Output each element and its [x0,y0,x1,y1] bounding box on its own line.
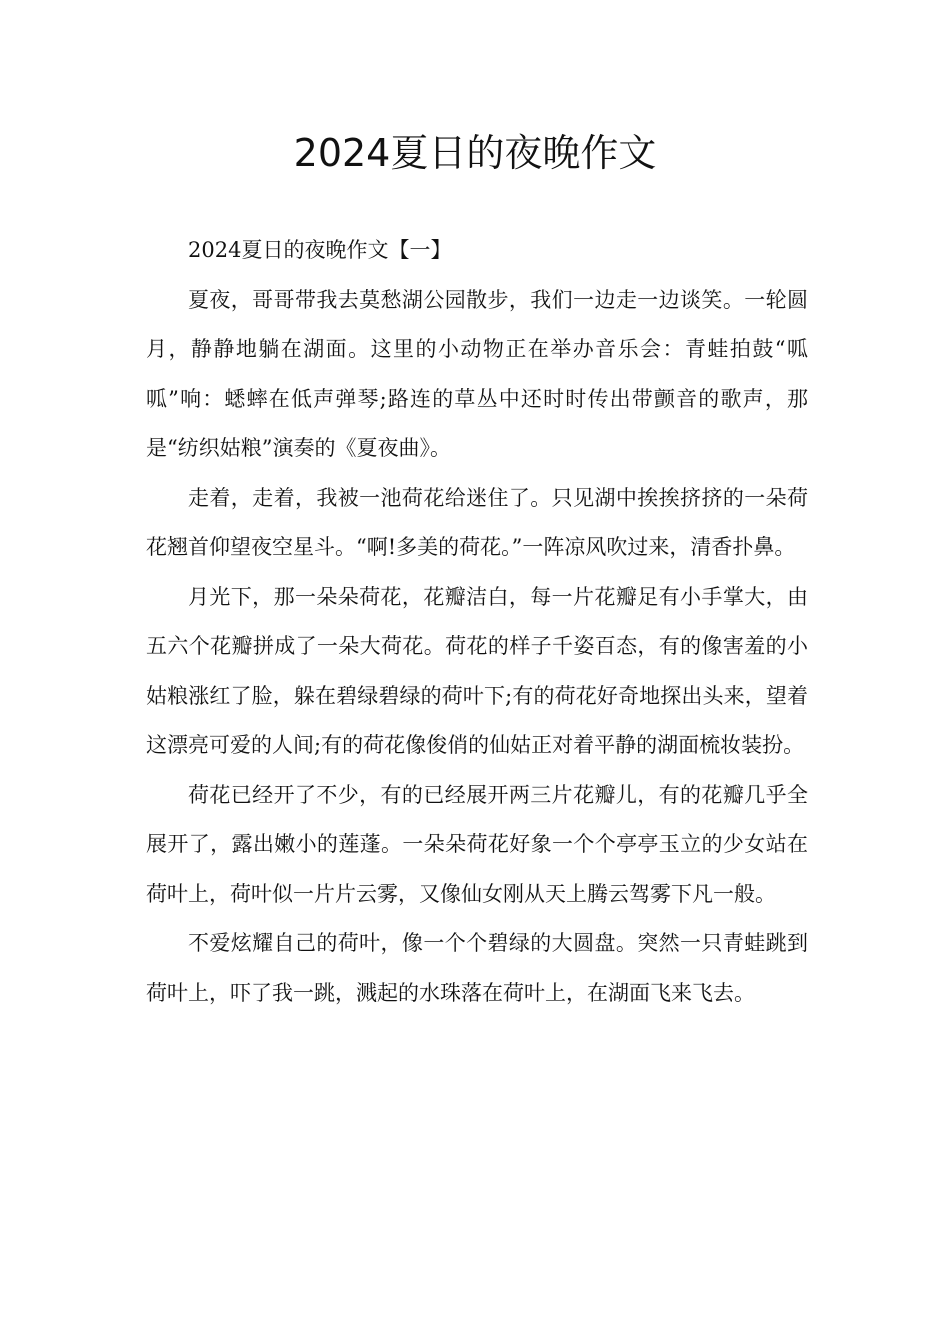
paragraph: 荷花已经开了不少，有的已经展开两三片花瓣儿，有的花瓣几乎全展开了，露出嫩小的莲蓬。一朵朵荷花好象一个个亭亭玉立的少女站在荷叶上，荷叶似一片片云雾，又像仙女刚从天上腾云驾雾下凡一般。 [146,782,808,906]
paragraph: 不爱炫耀自己的荷叶，像一个个碧绿的大圆盘。突然一只青蛙跳到荷叶上，吓了我一跳，溅起的水珠落在荷叶上，在湖面飞来飞去。 [146,931,808,1005]
document-title: 2024夏日的夜晚作文 [293,131,657,175]
paragraph: 夏夜，哥哥带我去莫愁湖公园散步，我们一边走一边谈笑。一轮圆月，静静地躺在湖面。这里的小动物正在举办音乐会：青蛙拍鼓“呱呱”响：蟋蟀在低声弹琴;路连的草丛中还时时传出带颤音的歌声，那是“纺织姑粮”演奏的《夏夜曲》。 [146,287,808,460]
section-heading: 2024夏日的夜晚作文【一】 [188,238,452,262]
paragraph: 月光下，那一朵朵荷花，花瓣洁白，每一片花瓣足有小手掌大，由五六个花瓣拼成了一朵大荷花。荷花的样子千姿百态，有的像害羞的小姑粮涨红了脸，躲在碧绿碧绿的荷叶下;有的荷花好奇地探出头来，望着这漂亮可爱的人间;有的荷花像俊俏的仙姑正对着平静的湖面梳妆装扮。 [146,584,808,757]
paragraph: 走着，走着，我被一池荷花给迷住了。只见湖中挨挨挤挤的一朵荷花翘首仰望夜空星斗。“啊!多美的荷花。”一阵凉风吹过来，清香扑鼻。 [146,485,808,559]
document-body [146,226,808,1018]
